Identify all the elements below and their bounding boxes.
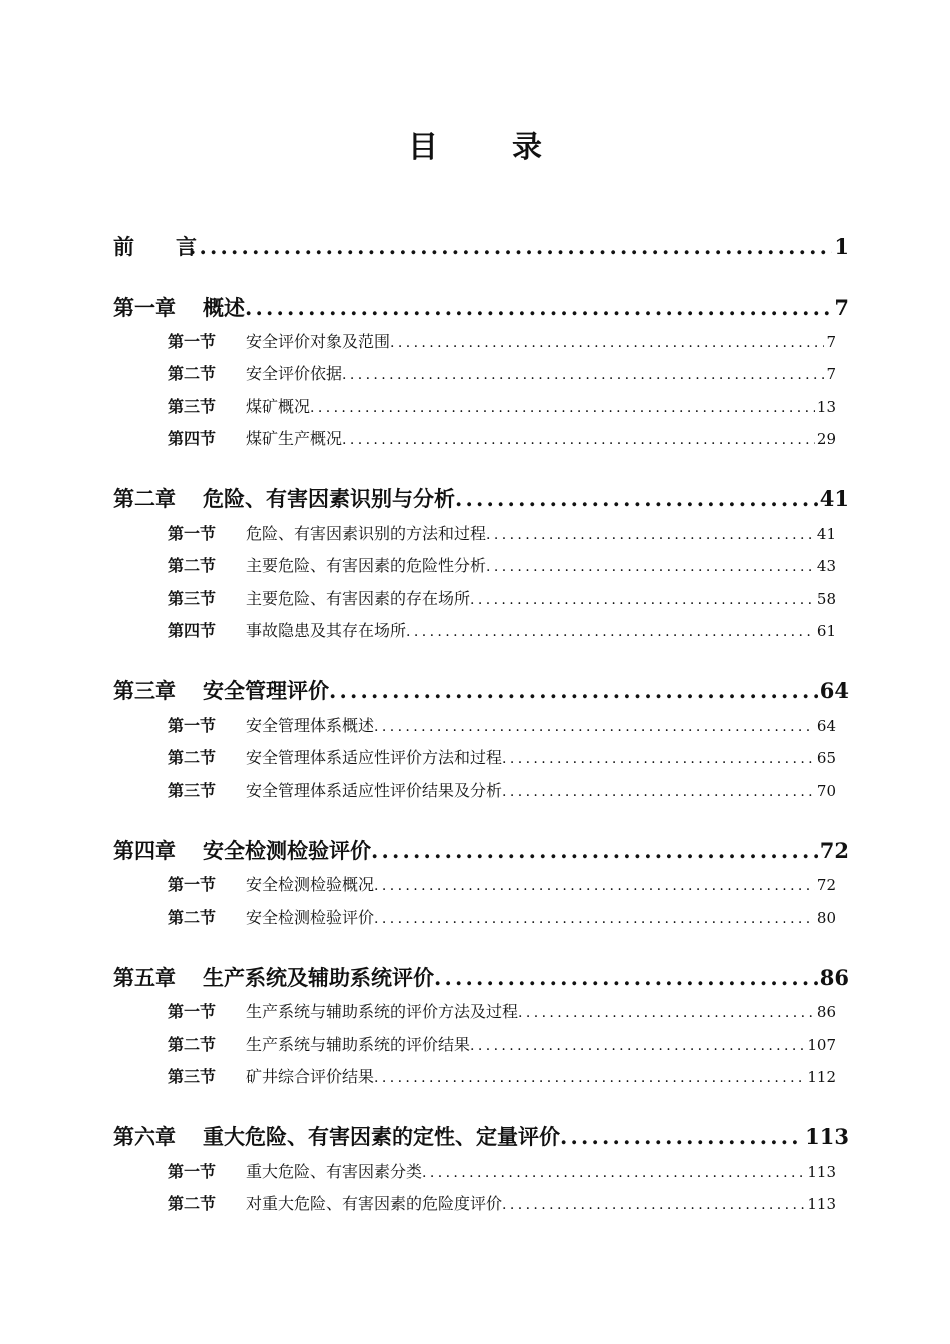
toc-chapter-entry[interactable] bbox=[113, 230, 849, 264]
toc-entry-title: 生产系统与辅助系统的评价结果 bbox=[246, 1035, 471, 1054]
toc-section-entry[interactable] bbox=[168, 1032, 836, 1058]
toc-entry-label: 第三节 bbox=[168, 1067, 217, 1086]
toc-entry-label: 前 言 bbox=[113, 234, 197, 259]
toc-dot-leader bbox=[245, 291, 832, 325]
toc-entry-label: 第二节 bbox=[168, 908, 217, 927]
toc-entry-label: 第三节 bbox=[168, 781, 217, 800]
toc-entry-label: 第四节 bbox=[168, 621, 217, 640]
toc-entry-title: 安全检测检验评价 bbox=[246, 908, 375, 927]
toc-entry-title: 危险、有害因素识别的方法和过程 bbox=[246, 524, 487, 543]
toc-entry-label: 第二节 bbox=[168, 556, 217, 575]
toc-dot-leader bbox=[374, 1065, 805, 1090]
toc-page-number: 1 bbox=[834, 234, 849, 259]
page-title: 目 录 bbox=[408, 130, 564, 165]
toc-section-entry[interactable] bbox=[168, 905, 836, 931]
toc-dot-leader bbox=[371, 834, 818, 868]
toc-section-entry[interactable] bbox=[168, 553, 836, 579]
toc-entry-label: 第一节 bbox=[168, 716, 217, 735]
toc-dot-leader bbox=[189, 230, 832, 264]
toc-page-number: 112 bbox=[807, 1068, 836, 1086]
toc-chapter-entry[interactable] bbox=[113, 482, 849, 516]
toc-section-entry[interactable] bbox=[168, 361, 836, 387]
toc-dot-leader bbox=[470, 587, 815, 612]
toc-section-entry[interactable] bbox=[168, 1064, 836, 1090]
toc-entry-label: 第二章 bbox=[113, 486, 176, 511]
toc-page-number: 113 bbox=[807, 1163, 836, 1181]
toc-dot-leader bbox=[486, 522, 815, 547]
toc-page-number: 107 bbox=[807, 1036, 836, 1054]
toc-entry-title: 安全评价依据 bbox=[246, 364, 343, 383]
toc-dot-leader bbox=[342, 362, 824, 387]
toc-entry-label: 第一节 bbox=[168, 1162, 217, 1181]
toc-entry-title: 安全管理评价 bbox=[203, 678, 329, 703]
toc-entry-title: 安全管理体系适应性评价结果及分析 bbox=[246, 781, 503, 800]
toc-entry-title: 危险、有害因素识别与分析 bbox=[203, 486, 455, 511]
toc-section-entry[interactable] bbox=[168, 329, 836, 355]
toc-page-number: 65 bbox=[816, 749, 836, 767]
toc-page-number: 113 bbox=[807, 1195, 836, 1213]
toc-entry-title: 事故隐患及其存在场所 bbox=[246, 621, 407, 640]
toc-page-number: 86 bbox=[819, 965, 849, 990]
toc-entry-label: 第一节 bbox=[168, 875, 217, 894]
toc-section-entry[interactable] bbox=[168, 713, 836, 739]
toc-entry-label: 第六章 bbox=[113, 1124, 176, 1149]
toc-section-entry[interactable] bbox=[168, 999, 836, 1025]
toc-page-number: 13 bbox=[816, 398, 836, 416]
toc-page-number: 41 bbox=[819, 486, 849, 511]
toc-dot-leader bbox=[560, 1120, 803, 1154]
toc-chapter-entry[interactable] bbox=[113, 291, 849, 325]
toc-page-number: 113 bbox=[805, 1124, 849, 1149]
toc-chapter-entry[interactable] bbox=[113, 674, 849, 708]
toc-entry-title: 安全管理体系适应性评价方法和过程 bbox=[246, 748, 503, 767]
toc-dot-leader bbox=[502, 1192, 805, 1217]
toc-entry-label: 第三节 bbox=[168, 397, 217, 416]
toc-entry-title: 主要危险、有害因素的危险性分析 bbox=[246, 556, 487, 575]
toc-chapter-entry[interactable] bbox=[113, 834, 849, 868]
toc-dot-leader bbox=[310, 395, 815, 420]
toc-entry-title: 概述 bbox=[203, 295, 245, 320]
toc-section-entry[interactable] bbox=[168, 618, 836, 644]
toc-dot-leader bbox=[422, 1160, 805, 1185]
toc-entry-label: 第二节 bbox=[168, 1035, 217, 1054]
toc-entry-label: 第一节 bbox=[168, 332, 217, 351]
toc-section-entry[interactable] bbox=[168, 745, 836, 771]
toc-section-entry[interactable] bbox=[168, 521, 836, 547]
toc-page-number: 7 bbox=[826, 333, 836, 351]
toc-section-entry[interactable] bbox=[168, 1159, 836, 1185]
toc-dot-leader bbox=[342, 427, 815, 452]
toc-entry-title: 安全检测检验概况 bbox=[246, 875, 375, 894]
toc-dot-leader bbox=[470, 1033, 805, 1058]
toc-entry-title: 生产系统及辅助系统评价 bbox=[203, 965, 434, 990]
toc-dot-leader bbox=[390, 330, 824, 355]
toc-section-entry[interactable] bbox=[168, 586, 836, 612]
toc-dot-leader bbox=[434, 961, 818, 995]
toc-page-number: 64 bbox=[816, 717, 836, 735]
toc-page-number: 7 bbox=[834, 295, 849, 320]
toc-dot-leader bbox=[502, 746, 815, 771]
toc-section-entry[interactable] bbox=[168, 872, 836, 898]
toc-section-entry[interactable] bbox=[168, 1191, 836, 1217]
toc-entry-title: 对重大危险、有害因素的危险度评价 bbox=[246, 1194, 503, 1213]
toc-entry-label: 第二节 bbox=[168, 1194, 217, 1213]
toc-page-number: 86 bbox=[816, 1003, 836, 1021]
toc-page-number: 80 bbox=[816, 909, 836, 927]
toc-page-number: 43 bbox=[816, 557, 836, 575]
toc-page-number: 70 bbox=[816, 782, 836, 800]
toc-dot-leader bbox=[486, 554, 815, 579]
toc-entry-title: 重大危险、有害因素分类 bbox=[246, 1162, 423, 1181]
toc-dot-leader bbox=[455, 482, 818, 516]
toc-entry-title: 生产系统与辅助系统的评价方法及过程 bbox=[246, 1002, 519, 1021]
toc-entry-label: 第三章 bbox=[113, 678, 176, 703]
toc-entry-label: 第五章 bbox=[113, 965, 176, 990]
toc-page-number: 61 bbox=[816, 622, 836, 640]
toc-dot-leader bbox=[329, 674, 818, 708]
toc-chapter-entry[interactable] bbox=[113, 1120, 849, 1154]
toc-chapter-entry[interactable] bbox=[113, 961, 849, 995]
toc-entry-title: 煤矿概况 bbox=[246, 397, 311, 416]
toc-entry-title: 安全管理体系概述 bbox=[246, 716, 375, 735]
toc-entry-title: 矿井综合评价结果 bbox=[246, 1067, 375, 1086]
toc-entry-label: 第一节 bbox=[168, 524, 217, 543]
toc-entry-title: 安全评价对象及范围 bbox=[246, 332, 391, 351]
toc-entry-title: 安全检测检验评价 bbox=[203, 838, 371, 863]
toc-dot-leader bbox=[374, 906, 815, 931]
toc-entry-label: 第四章 bbox=[113, 838, 176, 863]
toc-entry-label: 第二节 bbox=[168, 748, 217, 767]
toc-entry-title: 煤矿生产概况 bbox=[246, 429, 343, 448]
toc-dot-leader bbox=[374, 873, 815, 898]
toc-page-number: 58 bbox=[816, 590, 836, 608]
toc-section-entry[interactable] bbox=[168, 426, 836, 452]
toc-entry-label: 第二节 bbox=[168, 364, 217, 383]
toc-page-number: 72 bbox=[819, 838, 849, 863]
toc-page-number: 7 bbox=[826, 365, 836, 383]
toc-dot-leader bbox=[406, 619, 815, 644]
toc-page-number: 29 bbox=[816, 430, 836, 448]
toc-page-number: 64 bbox=[819, 678, 849, 703]
toc-entry-label: 第三节 bbox=[168, 589, 217, 608]
toc-section-entry[interactable] bbox=[168, 394, 836, 420]
toc-dot-leader bbox=[518, 1000, 815, 1025]
toc-page-number: 72 bbox=[816, 876, 836, 894]
toc-entry-label: 第四节 bbox=[168, 429, 217, 448]
toc-entry-title: 重大危险、有害因素的定性、定量评价 bbox=[203, 1124, 560, 1149]
toc-dot-leader bbox=[502, 779, 815, 804]
toc-dot-leader bbox=[374, 714, 815, 739]
toc-section-entry[interactable] bbox=[168, 778, 836, 804]
toc-entry-label: 第一节 bbox=[168, 1002, 217, 1021]
toc-entry-title: 主要危险、有害因素的存在场所 bbox=[246, 589, 471, 608]
toc-page-number: 41 bbox=[816, 525, 836, 543]
toc-entry-label: 第一章 bbox=[113, 295, 176, 320]
